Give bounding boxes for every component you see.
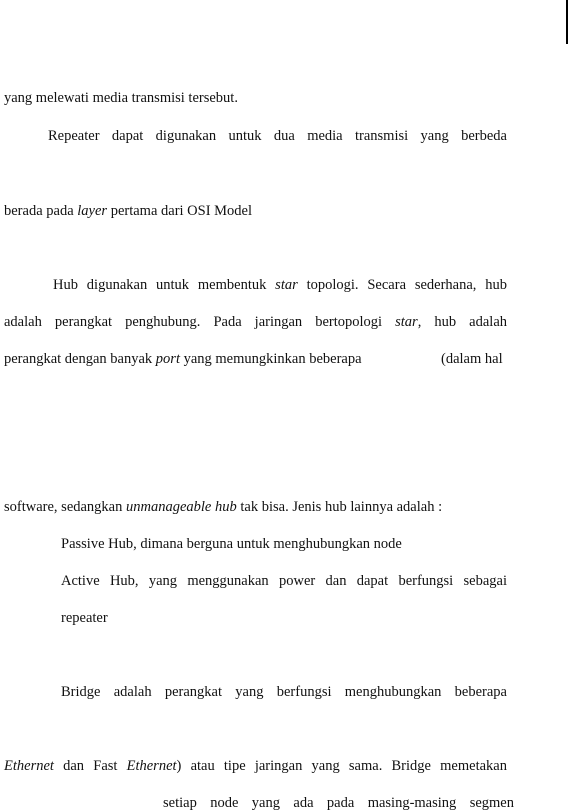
text-run: Hub digunakan untuk membentuk: [53, 277, 276, 293]
text-run: software, sedangkan: [4, 499, 126, 515]
text-run: setiap node yang ada pada masing-masing segmen: [163, 795, 514, 811]
text-run: tak bisa. Jenis hub lainnya adalah :: [236, 499, 443, 515]
text-run: yang memungkinkan beberapa: [179, 351, 362, 367]
text-line: [4, 757, 507, 775]
text-run: yang melewati media transmisi tersebut.: [4, 90, 238, 106]
text-line: [4, 89, 238, 107]
text-run: dan Fast: [53, 758, 127, 774]
text-line: [441, 350, 503, 368]
text-line: [4, 202, 252, 220]
text-line: [48, 127, 507, 145]
text-run: Active Hub, yang menggunakan power dan dapat berfungsi sebagai: [61, 573, 507, 589]
text-run: (dalam hal: [441, 351, 503, 367]
text-run: Repeater dapat digunakan untuk dua media transmisi yang berbeda: [48, 128, 507, 144]
italic-term: Ethernet: [126, 758, 177, 774]
italic-term: port: [155, 351, 180, 367]
text-run: topologi. Secara sederhana, hub: [297, 277, 507, 293]
text-run: perangkat dengan banyak: [4, 351, 156, 367]
text-line: [61, 609, 108, 627]
page-edge-bar: [566, 0, 568, 44]
italic-term: unmanageable hub: [126, 499, 237, 515]
text-run: berada pada: [4, 203, 78, 219]
text-line: [53, 276, 507, 294]
italic-term: Ethernet: [4, 758, 54, 774]
text-line: [61, 683, 507, 701]
text-run: , hub adalah: [417, 314, 507, 330]
text-line: [4, 313, 507, 331]
text-run: adalah perangkat penghubung. Pada jaringan bertopologi: [4, 314, 396, 330]
italic-term: star: [275, 277, 298, 293]
text-line: [163, 794, 514, 812]
text-run: ) atau tipe jaringan yang sama. Bridge memetakan: [176, 758, 507, 774]
italic-term: layer: [77, 203, 108, 219]
text-line: [61, 535, 402, 553]
italic-term: star: [395, 314, 418, 330]
text-run: repeater: [61, 610, 108, 626]
text-run: Bridge adalah perangkat yang berfungsi menghubungkan beberapa: [61, 684, 507, 700]
text-run: pertama dari OSI Model: [107, 203, 253, 219]
text-line: [4, 350, 362, 368]
text-line: [61, 572, 507, 590]
text-line: [4, 498, 442, 516]
text-run: Passive Hub, dimana berguna untuk menghubungkan node: [61, 536, 402, 552]
